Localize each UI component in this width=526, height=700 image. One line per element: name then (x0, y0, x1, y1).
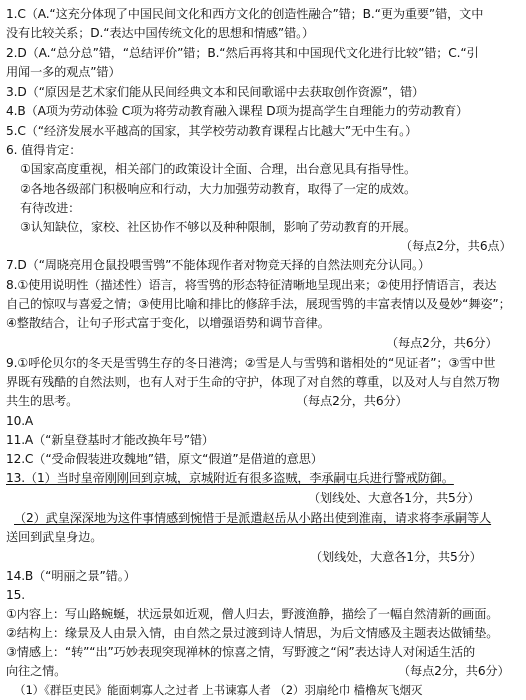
answer-line: 14.B（“明丽之景”错。） (6, 569, 136, 583)
answer-line: 7.D（“周晓亮用仓鼠投喂雪鸮”不能体现作者对物竞天择的自然法则充分认同。） (6, 258, 431, 272)
answer-line: ③认知缺位，家校、社区协作不够以及种种限制，影响了劳动教育的开展。 (20, 220, 416, 234)
answer-line: 11.A（“新皇登基时才能改换年号”错） (6, 433, 214, 447)
answer-line: ②结构上：缘景及人由景入情，由自然之景过渡到诗人情思，为后文情感及主题表达做铺垫。 (6, 626, 499, 640)
answer-line: 送回到武皇身边。 (6, 530, 103, 544)
answer-line: 共生的思考。 (6, 394, 79, 408)
score-note: （每点2分，共6分） (398, 664, 510, 678)
answer-line: 有待改进： (20, 201, 81, 215)
answer-line: ①国家高度重视，相关部门的政策设计全面、合理，出台意见具有指导性。 (20, 162, 416, 176)
score-note: （每点2分，共6分） (296, 394, 408, 408)
answer-line: 10.A (6, 414, 34, 428)
answer-line: 12.C（“受命假装进攻魏地”错，原文“假道”是借道的意思） (6, 452, 323, 466)
answer-line: 向往之情。 (6, 664, 67, 678)
score-note: （划线处，大意各1分，共5分） (310, 550, 482, 564)
score-note: （每点2分，共6点） (400, 239, 512, 253)
answer-line: 6. 值得肯定： (6, 143, 82, 157)
answer-line: （1）《群臣吏民》能面刺寡人之过者 上书谏寡人者 （2）羽扇纶巾 樯橹灰飞烟灭 (14, 683, 423, 697)
answer-line: （2）武皇深深地为这件事情感到惋惜于是派遣赵岳从小路出使到淮南，请求将李承嗣等人 (14, 511, 492, 525)
answer-line: 9.①呼伦贝尔的冬天是雪鸮生存的冬日港湾；②雪是人与雪鸮和谐相处的“见证者”；③雪中世 (6, 356, 496, 370)
answer-line: ④整散结合，让句子形式富于变化，以增强语势和调节音律。 (6, 316, 330, 330)
score-note: （每点2分，共6分） (386, 336, 498, 350)
answer-line: 15. (6, 588, 25, 602)
answer-line: 用闻一多的观点”错） (6, 65, 121, 79)
answer-line: 1.C（A.“这充分体现了中国民间文化和西方文化的创造性融合”错；B.“更为重要”错，文中 (6, 7, 484, 21)
score-note: （划线处、大意各1分，共5分） (308, 491, 480, 505)
answer-line: ①内容上：写山路蜿蜒，状远景如近观，僧人归去，野渡渔静，描绘了一幅自然清新的画面。 (6, 607, 499, 621)
answer-line: 5.C（“经济发展水平越高的国家，其学校劳动教育课程占比越大”无中生有。） (6, 124, 418, 138)
answer-line: 3.D（“原因是艺术家们能从民间经典文本和民间歌谣中去获取创作资源”，错） (6, 85, 425, 99)
answer-line: ③情感上：“转”“出”巧妙表现突现禅林的惊喜之情，写野渡之“闲”表达诗人对闲适生活的 (6, 645, 476, 659)
answer-line: 2.D（A.“总分总”错，“总结评价”错；B.“然后再将其和中国现代文化进行比较”错；C.“引 (6, 46, 479, 60)
answer-line: ②各地各级部门积极响应和行动，大力加强劳动教育，取得了一定的成效。 (20, 182, 416, 196)
answer-line: 没有比较关系；D.“表达中国传统文化的思想和情感”错。） (6, 26, 315, 40)
answer-line: 自己的惊叹与喜爱之情；③使用比喻和排比的修辞手法，展现雪鸮的丰富表情以及曼妙“舞姿”； (6, 297, 511, 311)
answer-line: 13.（1）当时皇帝刚刚回到京城，京城附近有很多盗贼，李承嗣屯兵进行警戒防御。 (6, 471, 454, 485)
answer-line: 4.B（A项为劳动体验 C项为将劳动教育融入课程 D项为提高学生自理能力的劳动教育） (6, 104, 469, 118)
answer-line: 8.①使用说明性（描述性）语言，将雪鸮的形态特征清晰地呈现出来；②使用抒情语言，表达 (6, 278, 497, 292)
answer-line: 界既有残酷的自然法则，也有人对于生命的守护，体现了对自然的尊重，以及对人与自然万物 (6, 375, 500, 389)
